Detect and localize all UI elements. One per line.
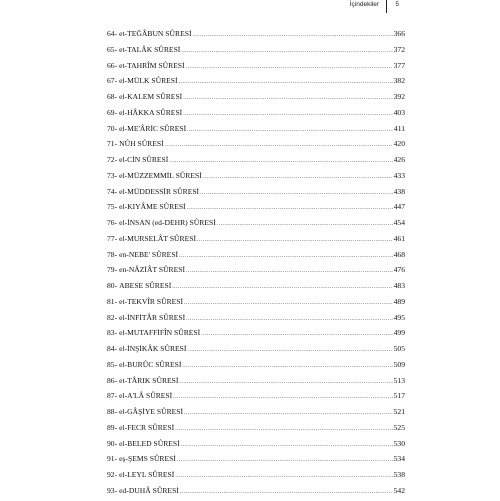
toc-entry-number: 71- [107, 139, 118, 149]
toc-entry-number: 65- [107, 44, 118, 54]
dot-leader [192, 28, 392, 44]
dot-leader [175, 469, 392, 485]
dot-leader [179, 375, 392, 391]
dot-leader [183, 107, 392, 123]
toc-entry-page: 433 [393, 170, 405, 180]
toc-entry-title: en-NEBE' SÛRESİ [119, 249, 179, 259]
toc-entry[interactable] [107, 262, 405, 278]
toc-entry[interactable] [107, 325, 405, 341]
toc-entry-number: 74- [107, 186, 118, 196]
toc-entry-page: 403 [393, 107, 405, 117]
dot-leader [197, 233, 393, 249]
toc-entry[interactable] [107, 73, 405, 89]
toc-entry-title: el-LEYL SÛRESİ [119, 470, 175, 479]
toc-entry[interactable] [107, 388, 405, 404]
toc-entry-page: 454 [393, 218, 405, 227]
toc-entry[interactable] [107, 152, 405, 168]
toc-entry[interactable] [107, 58, 405, 74]
toc-entry-title: el-FECR SÛRESİ [119, 422, 175, 432]
toc-entry[interactable] [107, 404, 405, 420]
toc-entry-number: 64- [107, 29, 118, 38]
toc-entry-page: 521 [393, 407, 405, 416]
toc-entry-number: 67- [107, 76, 118, 86]
toc-entry-page: 538 [393, 470, 405, 479]
toc-entry-title: el-MURSELÂT SÛRESİ [119, 233, 196, 243]
toc-entry[interactable] [107, 451, 405, 467]
table-of-contents [107, 26, 405, 499]
toc-entry[interactable] [107, 215, 405, 231]
header-page-number: 5 [395, 1, 399, 8]
toc-entry-title: el-KIYÂME SÛRESİ [119, 202, 186, 212]
toc-entry-title: el-KALEM SÛRESİ [119, 92, 183, 101]
toc-entry[interactable] [107, 467, 405, 483]
toc-entry-title: el-HÂKKA SÛRESİ [119, 107, 183, 117]
toc-entry-page: 468 [393, 249, 405, 259]
dot-leader [179, 75, 393, 91]
toc-entry-number: 87- [107, 391, 118, 401]
toc-entry-number: 72- [107, 155, 118, 164]
dot-leader [217, 217, 393, 233]
toc-entry[interactable] [107, 294, 405, 310]
toc-entry[interactable] [107, 184, 405, 200]
toc-entry-number: 81- [107, 296, 118, 306]
dot-leader [181, 438, 393, 454]
toc-entry[interactable] [107, 373, 405, 389]
dot-leader [203, 170, 393, 186]
toc-entry[interactable] [107, 136, 405, 152]
toc-entry-title: NÛH SÛRESİ [119, 139, 164, 149]
toc-entry-page: 426 [393, 155, 405, 164]
toc-entry-page: 530 [393, 438, 405, 448]
toc-entry-page: 505 [393, 344, 405, 353]
toc-entry-title: el-İNFİTÂR SÛRESİ [119, 312, 186, 322]
toc-entry-page: 483 [393, 281, 405, 290]
toc-entry-number: 78- [107, 249, 118, 259]
toc-entry-number: 66- [107, 60, 118, 70]
toc-entry-number: 93- [107, 485, 118, 495]
dot-leader [177, 453, 393, 469]
toc-entry-title: el-MÜDDESSİR SÛRESİ [119, 186, 200, 196]
dot-leader [184, 296, 393, 312]
toc-entry-title: ed-DUHÂ SÛRESİ [119, 485, 179, 495]
toc-entry[interactable] [107, 168, 405, 184]
dot-leader [169, 154, 392, 170]
dot-leader [187, 201, 393, 217]
dot-leader [187, 343, 392, 359]
dot-leader [183, 91, 392, 107]
toc-entry-page: 382 [393, 76, 405, 86]
toc-entry[interactable] [107, 357, 405, 373]
toc-entry-title: et-TEKVÎR SÛRESİ [119, 296, 184, 306]
toc-entry-number: 83- [107, 328, 118, 338]
toc-entry-number: 76- [107, 218, 118, 227]
toc-entry-title: el-İNŞİKÂK SÛRESİ [119, 344, 187, 353]
dot-leader [182, 359, 392, 375]
toc-entry-title: el-ME'ÂRİC SÛRESİ [119, 123, 187, 133]
dot-leader [186, 60, 393, 76]
toc-entry-number: 70- [107, 123, 118, 133]
dot-leader [200, 186, 393, 202]
toc-entry-page: 447 [393, 202, 405, 212]
toc-entry-page: 542 [393, 485, 405, 495]
toc-entry-number: 84- [107, 344, 118, 353]
toc-entry-page: 534 [393, 454, 405, 464]
toc-entry-page: 517 [393, 391, 405, 401]
dot-leader [175, 422, 392, 438]
dot-leader [173, 390, 392, 406]
toc-entry-title: et-TALÂK SÛRESİ [119, 44, 181, 54]
toc-entry-number: 91- [107, 454, 118, 464]
header-title: İçindekiler [349, 1, 379, 8]
dot-leader [186, 312, 392, 328]
toc-entry[interactable] [107, 42, 405, 58]
dot-leader [180, 485, 393, 501]
toc-entry-number: 79- [107, 265, 118, 275]
toc-entry[interactable] [107, 341, 405, 357]
toc-entry-title: el-MUTAFFİFÎN SÛRESİ [119, 328, 201, 338]
toc-entry-title: eş-ŞEMS SÛRESİ [119, 454, 176, 464]
toc-entry-title: et-TAHRÎM SÛRESİ [119, 60, 185, 70]
dot-leader [184, 406, 393, 422]
dot-leader [187, 123, 393, 139]
dot-leader [172, 280, 392, 296]
toc-entry[interactable] [107, 278, 405, 294]
toc-entry-number: 75- [107, 202, 118, 212]
toc-entry[interactable] [107, 247, 405, 263]
toc-entry[interactable] [107, 420, 405, 436]
toc-entry-title: el-MÜZZEMMİL SÛRESİ [119, 170, 202, 180]
toc-entry-page: 489 [393, 296, 405, 306]
dot-leader [201, 327, 392, 343]
toc-entry[interactable] [107, 121, 405, 137]
toc-entry-page: 366 [393, 29, 405, 38]
toc-entry-title: en-NÂZİÂT SÛRESİ [119, 265, 186, 275]
toc-entry-page: 525 [393, 422, 405, 432]
toc-entry-title: et-TÂRIK SÛRESİ [119, 375, 179, 385]
toc-entry[interactable] [107, 199, 405, 215]
toc-entry-title: el-CİN SÛRESİ [119, 155, 169, 164]
toc-entry-page: 411 [393, 123, 405, 133]
toc-entry-page: 499 [393, 328, 405, 338]
dot-leader [165, 138, 393, 154]
toc-entry-page: 513 [393, 375, 405, 385]
toc-entry-title: el-İNSAN (ed-DEHR) SÛRESİ [119, 218, 216, 227]
toc-entry-number: 80- [107, 281, 118, 290]
toc-entry-number: 86- [107, 375, 118, 385]
toc-entry-number: 90- [107, 438, 118, 448]
toc-entry-title: el-MÜLK SÛRESİ [119, 76, 178, 86]
toc-entry-page: 392 [393, 92, 405, 101]
toc-entry-page: 509 [393, 359, 405, 369]
header-divider [386, 0, 387, 13]
toc-entry-title: et-TEĞÂBUN SÛRESİ [119, 29, 192, 38]
toc-entry-title: ABESE SÛRESİ [119, 281, 172, 290]
toc-entry-number: 69- [107, 107, 118, 117]
toc-entry-page: 461 [393, 233, 405, 243]
toc-entry-page: 377 [393, 60, 405, 70]
toc-entry[interactable] [107, 26, 405, 42]
running-header [105, 0, 405, 14]
toc-entry-number: 88- [107, 407, 118, 416]
toc-entry-page: 495 [393, 312, 405, 322]
dot-leader [179, 249, 393, 265]
toc-entry-page: 476 [393, 265, 405, 275]
toc-entry-title: el-BURÛC SÛRESİ [119, 359, 182, 369]
toc-entry-title: el-BELED SÛRESİ [119, 438, 180, 448]
toc-entry-page: 438 [393, 186, 405, 196]
toc-entry-number: 77- [107, 233, 118, 243]
toc-entry-number: 89- [107, 422, 118, 432]
toc-entry-number: 92- [107, 470, 118, 479]
toc-entry-title: el-GÂŞİYE SÛRESİ [119, 407, 184, 416]
toc-entry[interactable] [107, 310, 405, 326]
toc-entry-page: 372 [393, 44, 405, 54]
toc-entry[interactable] [107, 231, 405, 247]
dot-leader [181, 44, 392, 60]
toc-entry-page: 420 [393, 139, 405, 149]
toc-entry-number: 68- [107, 92, 118, 101]
toc-entry[interactable] [107, 89, 405, 105]
dot-leader [186, 264, 393, 280]
toc-entry[interactable] [107, 483, 405, 499]
toc-entry-number: 82- [107, 312, 118, 322]
toc-entry[interactable] [107, 436, 405, 452]
toc-entry-number: 85- [107, 359, 118, 369]
toc-entry[interactable] [107, 105, 405, 121]
toc-entry-title: el-A'LÂ SÛRESİ [119, 391, 173, 401]
toc-entry-number: 73- [107, 170, 118, 180]
